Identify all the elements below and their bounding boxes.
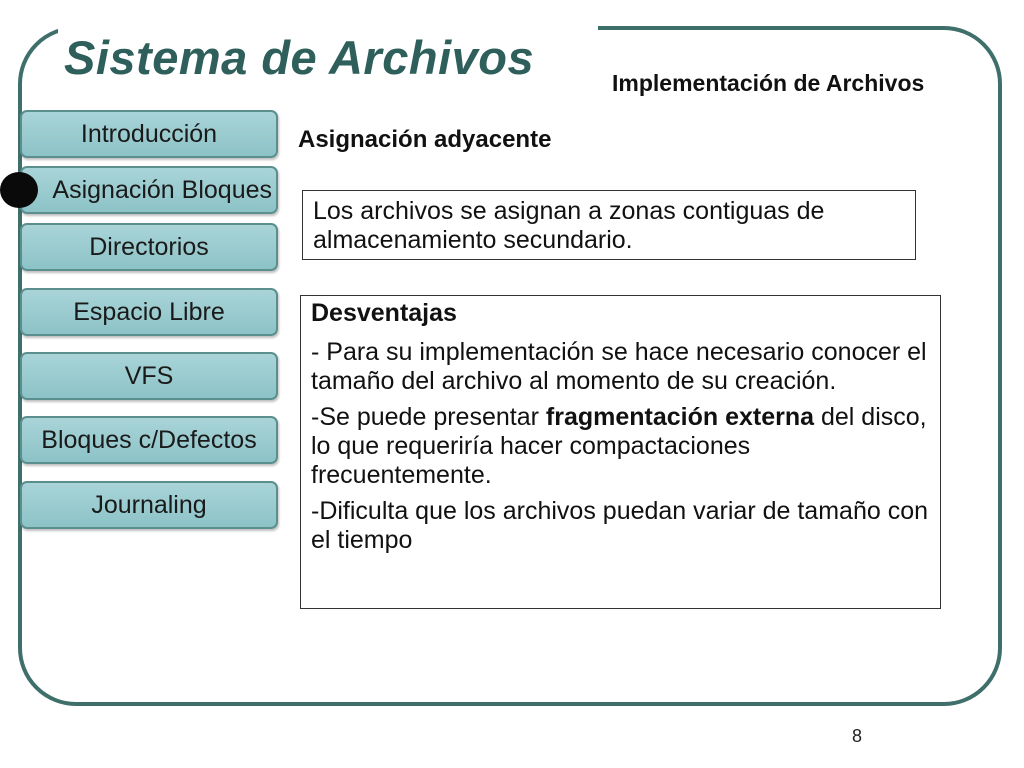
disadvantage-emphasis: fragmentación externa <box>545 403 815 431</box>
nav-button-asignacion-bloques[interactable] <box>20 166 278 214</box>
disadvantage-item <box>311 403 930 490</box>
definition-box <box>302 190 916 260</box>
disadvantage-item: -Dificulta que los archivos puedan variar de tamaño con el tiempo <box>311 497 929 554</box>
nav-button-label: Introducción <box>80 119 218 148</box>
nav-button-espacio-libre[interactable] <box>20 288 278 336</box>
disadvantages-heading: Desventajas <box>311 299 457 327</box>
nav-button-introduccion[interactable] <box>20 110 278 158</box>
nav-button-label: Asignación Bloques <box>52 175 272 204</box>
nav-button-label: Journaling <box>91 490 207 519</box>
nav-button-directorios[interactable] <box>20 223 278 271</box>
nav-button-bloques-defectos[interactable] <box>20 416 278 464</box>
content-subheading: Asignación adyacente <box>298 126 552 153</box>
disadvantage-text: del disco, lo que requeriría hacer compactaciones frecuentemente. <box>311 403 927 489</box>
active-section-marker-icon <box>0 172 38 208</box>
nav-button-label: Espacio Libre <box>73 297 225 326</box>
disadvantages-box <box>300 295 941 609</box>
disadvantage-text: -Se puede presentar <box>311 403 546 431</box>
nav-button-journaling[interactable] <box>20 481 278 529</box>
definition-text: Los archivos se asignan a zonas contiguas de almacenamiento secundario. <box>313 197 825 254</box>
nav-button-label: Bloques c/Defectos <box>41 425 257 454</box>
section-title: Implementación de Archivos <box>612 70 925 96</box>
slide-title: Sistema de Archivos <box>64 31 535 84</box>
nav-button-label: Directorios <box>89 232 209 261</box>
page-number: 8 <box>852 726 863 746</box>
nav-button-vfs[interactable] <box>20 352 278 400</box>
nav-button-label: VFS <box>124 361 174 390</box>
disadvantage-item: - Para su implementación se hace necesario conocer el tamaño del archivo al momento de su creación. <box>311 338 927 395</box>
